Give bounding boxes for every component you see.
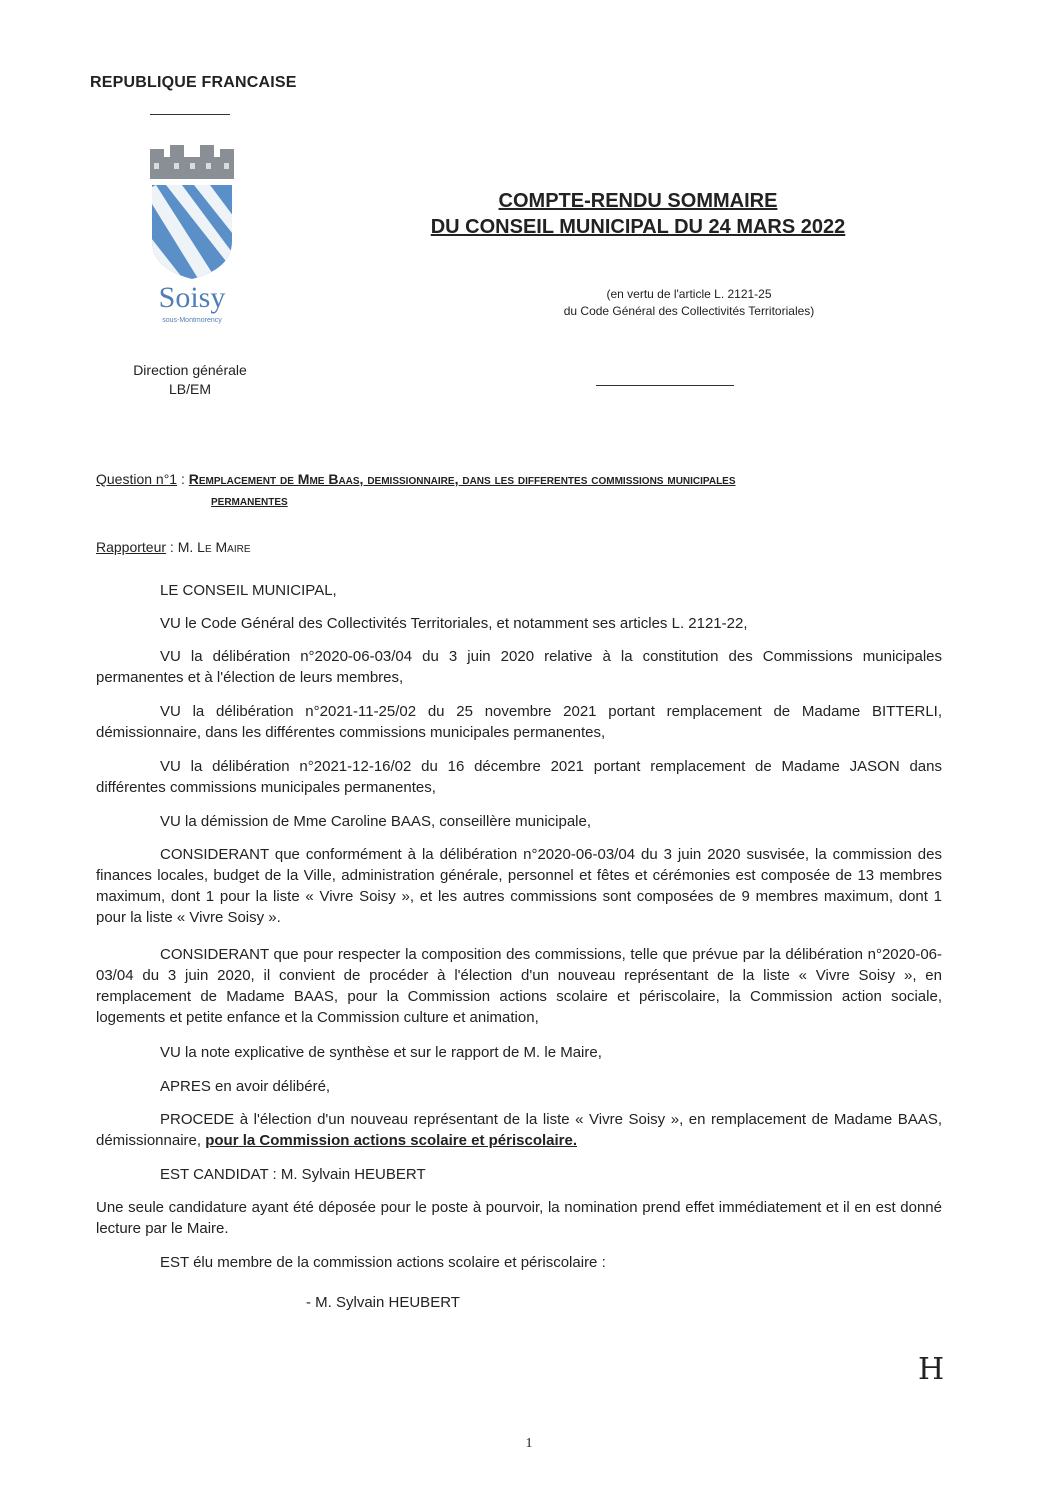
paragraph: APRES en avoir délibéré, — [160, 1078, 331, 1095]
paragraph: EST CANDIDAT : M. Sylvain HEUBERT — [160, 1166, 426, 1183]
paragraph: CONSIDERANT que conformément à la délibération n°2020-06-03/04 du 3 juin 2020 susvisée, la commission des finances locales, budget de la Ville, administration générale, personnel et fêtes et cérémonies est composée de 13 membres maximum, dont 1 pour la liste « Vivre Soisy », et les autres commissions sont composées de 9 membres maximum, dont 1 pour la liste « Vivre Soisy ». — [96, 846, 942, 926]
paragraph: PROCEDE à l'élection d'un nouveau représentant de la liste « Vivre Soisy », en remplacement de Madame BAAS, démissionnaire, pour la Commission actions scolaire et périscolaire. — [96, 1111, 942, 1149]
rapporteur — [96, 539, 251, 555]
paragraph: VU la délibération n°2021-11-25/02 du 25 novembre 2021 portant remplacement de Madame BITTERLI, démissionnaire, dans les différentes commissions municipales permanentes, — [96, 703, 942, 741]
paragraph: CONSIDERANT que pour respecter la composition des commissions, telle que prévue par la délibération n°2020-06-03/04 du 3 juin 2020, il convient de procéder à l'élection d'un nouveau représentant de la liste « Vivre Soisy », en remplacement de Madame BAAS, pour la Commission actions scolaire et périscolaire, la Commission action sociale, logements et petite enfance et la Commission culture et animation, — [96, 946, 942, 1026]
paragraph: VU la délibération n°2021-12-16/02 du 16 décembre 2021 portant remplacement de Madame JASON dans différentes commissions municipales permanentes, — [96, 758, 942, 796]
title-line-2: DU CONSEIL MUNICIPAL DU 24 MARS 2022 — [430, 216, 846, 238]
page-number: 1 — [525, 1436, 533, 1451]
header-republic: REPUBLIQUE FRANCAISE — [90, 74, 297, 91]
reference-code: LB/EM — [168, 381, 211, 397]
rapporteur-separator: : M. — [166, 539, 198, 555]
question-heading — [96, 469, 946, 511]
rapporteur-label: Rapporteur — [96, 539, 167, 555]
handwritten-initials: H — [918, 1352, 945, 1387]
paragraph: LE CONSEIL MUNICIPAL, — [160, 582, 337, 599]
rapporteur-value: Le Maire — [197, 539, 251, 555]
paragraph: EST élu membre de la commission actions scolaire et périscolaire : — [160, 1254, 606, 1271]
title-line-1: COMPTE-RENDU SOMMAIRE — [498, 190, 778, 212]
paragraph: VU la délibération n°2020-06-03/04 du 3 juin 2020 relative à la constitution des Commissions municipales permanentes et à l'élection de leurs membres, — [96, 648, 942, 686]
title-rule — [596, 385, 734, 386]
commission-emphasis: pour la Commission actions scolaire et périscolaire. — [205, 1132, 578, 1149]
paragraph: VU le Code Général des Collectivités Territoriales, et notamment ses articles L. 2121-22, — [160, 615, 748, 632]
city-subtitle: sous-Montmorency — [162, 317, 222, 324]
question-label: Question n°1 — [96, 471, 178, 487]
document-title — [360, 188, 916, 240]
question-title-line-2: permanentes — [211, 492, 288, 508]
city-logo — [144, 145, 240, 325]
paragraph: VU la note explicative de synthèse et sur le rapport de M. le Maire, — [160, 1044, 602, 1061]
city-name: Soisy — [158, 281, 226, 314]
article-line-2: du Code Général des Collectivités Territoriales) — [563, 304, 815, 318]
coat-of-arms-icon — [144, 145, 240, 325]
direction-label: Direction générale — [133, 362, 247, 378]
article-reference — [470, 286, 908, 320]
question-title: Remplacement de Mme Baas, demissionnaire, dans les differentes commissions municipales — [188, 471, 736, 487]
article-line-1: (en vertu de l'article L. 2121-25 — [606, 287, 772, 301]
question-separator: : — [177, 471, 189, 487]
elected-member: - M. Sylvain HEUBERT — [306, 1294, 460, 1311]
paragraph: VU la démission de Mme Caroline BAAS, conseillère municipale, — [160, 813, 592, 830]
direction-block — [120, 361, 260, 399]
header-rule — [150, 114, 230, 115]
paragraph: Une seule candidature ayant été déposée pour le poste à pourvoir, la nomination prend effet immédiatement et il en est donné lecture par le Maire. — [96, 1199, 942, 1237]
